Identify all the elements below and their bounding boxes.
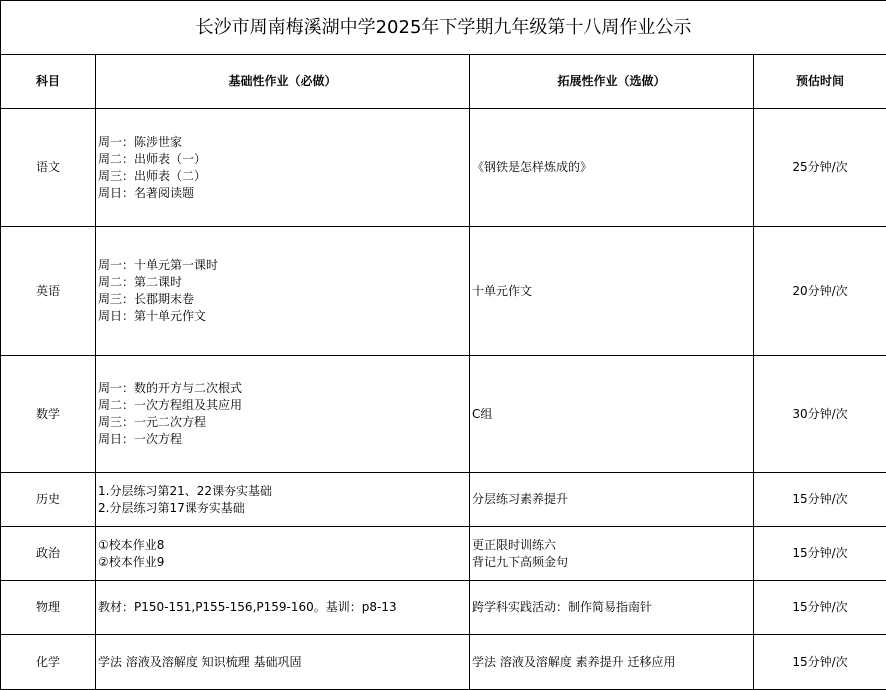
estimated-time-cell: 15分钟/次 bbox=[754, 473, 886, 527]
estimated-time-cell: 20分钟/次 bbox=[754, 227, 886, 356]
estimated-time-cell: 15分钟/次 bbox=[754, 581, 886, 635]
basic-homework-cell bbox=[96, 109, 470, 227]
basic-homework-cell bbox=[96, 527, 470, 581]
basic-homework-cell bbox=[96, 356, 470, 473]
extended-homework-cell bbox=[470, 473, 754, 527]
extended-homework-line: 《钢铁是怎样炼成的》 bbox=[472, 159, 753, 176]
header-subject: 科目 bbox=[1, 55, 96, 109]
header-row bbox=[1, 55, 886, 109]
extended-homework-cell bbox=[470, 356, 754, 473]
subject-cell: 物理 bbox=[1, 581, 96, 635]
extended-homework-line: 分层练习素养提升 bbox=[472, 491, 753, 508]
basic-homework-line: 周日：第十单元作文 bbox=[98, 308, 469, 325]
subject-cell: 英语 bbox=[1, 227, 96, 356]
table-row bbox=[1, 109, 886, 227]
header-time: 预估时间 bbox=[754, 55, 886, 109]
extended-homework-cell bbox=[470, 227, 754, 356]
extended-homework-cell bbox=[470, 527, 754, 581]
table-row bbox=[1, 527, 886, 581]
basic-homework-line: 2.分层练习第17课夯实基础 bbox=[98, 500, 469, 517]
extended-homework-line: 背记九下高频金句 bbox=[472, 554, 753, 571]
table-row bbox=[1, 581, 886, 635]
estimated-time-cell: 30分钟/次 bbox=[754, 356, 886, 473]
extended-homework-line: 学法 溶液及溶解度 素养提升 迁移应用 bbox=[472, 654, 753, 671]
estimated-time-cell: 25分钟/次 bbox=[754, 109, 886, 227]
basic-homework-cell bbox=[96, 473, 470, 527]
basic-homework-line: 周日：名著阅读题 bbox=[98, 185, 469, 202]
basic-homework-line: 周三：出师表（二） bbox=[98, 168, 469, 185]
basic-homework-line: 1.分层练习第21、22课夯实基础 bbox=[98, 483, 469, 500]
basic-homework-line: 周日：一次方程 bbox=[98, 431, 469, 448]
extended-homework-cell bbox=[470, 581, 754, 635]
basic-homework-line: 周一：陈涉世家 bbox=[98, 134, 469, 151]
table-row bbox=[1, 227, 886, 356]
basic-homework-line: 周二：一次方程组及其应用 bbox=[98, 397, 469, 414]
basic-homework-cell bbox=[96, 581, 470, 635]
basic-homework-line: ②校本作业9 bbox=[98, 554, 469, 571]
table-row bbox=[1, 473, 886, 527]
extended-homework-line: 十单元作文 bbox=[472, 283, 753, 300]
basic-homework-line: 周三：长郡期末卷 bbox=[98, 291, 469, 308]
basic-homework-cell bbox=[96, 227, 470, 356]
basic-homework-line: 学法 溶液及溶解度 知识梳理 基础巩固 bbox=[98, 654, 469, 671]
extended-homework-line: 跨学科实践活动：制作简易指南针 bbox=[472, 599, 753, 616]
extended-homework-cell bbox=[470, 635, 754, 690]
basic-homework-line: 教材：P150-151,P155-156,P159-160。基训：p8-13 bbox=[98, 599, 469, 616]
header-extended: 拓展性作业（选做） bbox=[470, 55, 754, 109]
extended-homework-line: C组 bbox=[472, 406, 753, 423]
extended-homework-line: 更正限时训练六 bbox=[472, 537, 753, 554]
extended-homework-cell bbox=[470, 109, 754, 227]
subject-cell: 语文 bbox=[1, 109, 96, 227]
estimated-time-cell: 15分钟/次 bbox=[754, 635, 886, 690]
title-row bbox=[1, 1, 886, 55]
subject-cell: 历史 bbox=[1, 473, 96, 527]
table-row bbox=[1, 356, 886, 473]
basic-homework-line: 周二：第二课时 bbox=[98, 274, 469, 291]
basic-homework-line: 周三：一元二次方程 bbox=[98, 414, 469, 431]
subject-cell: 数学 bbox=[1, 356, 96, 473]
estimated-time-cell: 15分钟/次 bbox=[754, 527, 886, 581]
subject-cell: 化学 bbox=[1, 635, 96, 690]
header-basic: 基础性作业（必做） bbox=[96, 55, 470, 109]
subject-cell: 政治 bbox=[1, 527, 96, 581]
table-row bbox=[1, 635, 886, 690]
basic-homework-line: 周一：十单元第一课时 bbox=[98, 257, 469, 274]
basic-homework-line: 周二：出师表（一） bbox=[98, 151, 469, 168]
page-title: 长沙市周南梅溪湖中学2025年下学期九年级第十八周作业公示 bbox=[1, 1, 886, 55]
basic-homework-line: 周一：数的开方与二次根式 bbox=[98, 380, 469, 397]
basic-homework-line: ①校本作业8 bbox=[98, 537, 469, 554]
basic-homework-cell bbox=[96, 635, 470, 690]
